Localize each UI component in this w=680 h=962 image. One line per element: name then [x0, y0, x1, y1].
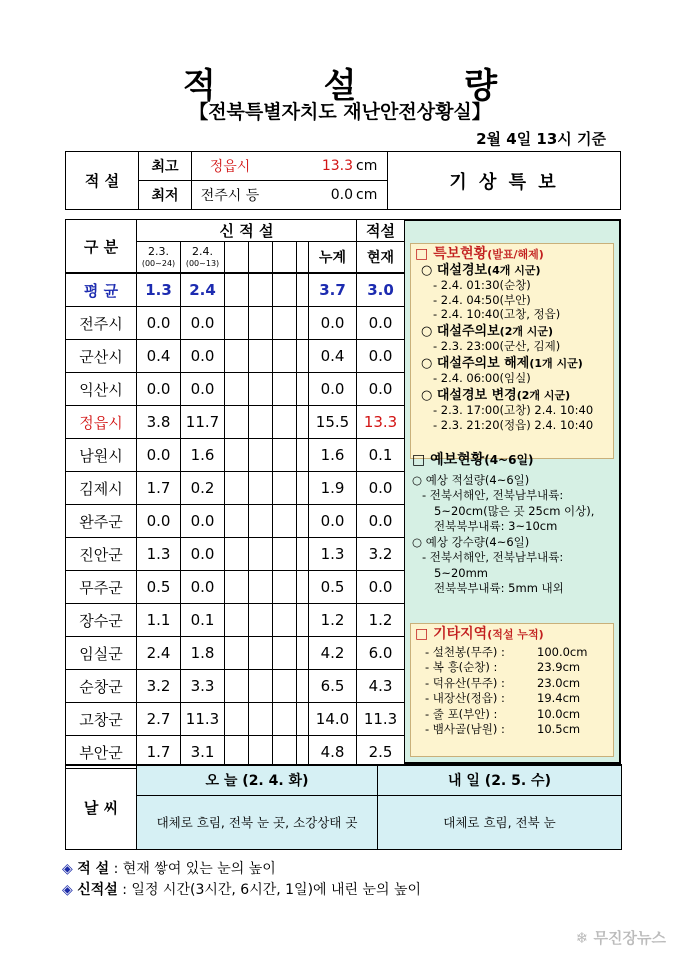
other-area-name: - 내장산(정읍) : — [425, 691, 505, 705]
empty-cell — [249, 505, 273, 538]
snow-total: 6.5 — [309, 670, 357, 703]
forecast-line: 5~20mm — [434, 565, 488, 580]
empty-cell — [297, 373, 309, 406]
region-name: 평 균 — [66, 273, 137, 307]
footnote-2 — [62, 879, 421, 899]
snow-current: 0.0 — [357, 472, 405, 505]
other-area-name: - 줄 포(부안) : — [425, 706, 498, 721]
snow-current: 0.0 — [357, 571, 405, 604]
header-current: 현재 — [357, 242, 405, 274]
region-name: 남원시 — [66, 439, 137, 472]
weather-tomorrow-label: 내 일 (2. 5. 수) — [378, 765, 622, 795]
snow-current: 4.3 — [357, 670, 405, 703]
snow-total: 1.2 — [309, 604, 357, 637]
snow-day2: 3.1 — [181, 736, 225, 769]
diamond-icon: ◈ — [62, 861, 73, 877]
header-gubun: 구 분 — [66, 220, 137, 274]
snow-day1: 1.7 — [137, 472, 181, 505]
empty-col — [273, 242, 297, 274]
table-row — [66, 439, 405, 472]
weather-today-text: 대체로 흐림, 전북 눈 곳, 소강상태 곳 — [137, 795, 378, 849]
list-item — [425, 691, 609, 707]
region-name: 고창군 — [66, 703, 137, 736]
snow-day2: 11.7 — [181, 406, 225, 439]
empty-cell — [297, 670, 309, 703]
empty-cell — [225, 373, 249, 406]
empty-cell — [273, 604, 297, 637]
snow-day1: 2.4 — [137, 637, 181, 670]
empty-cell — [273, 505, 297, 538]
empty-cell — [249, 439, 273, 472]
snow-current: 3.2 — [357, 538, 405, 571]
other-area-name: - 설천봉(무주) : — [425, 644, 505, 659]
table-row — [66, 472, 405, 505]
other-area-sub: (적설 누적) — [487, 628, 544, 641]
empty-cell — [297, 571, 309, 604]
footnote-1 — [62, 858, 276, 878]
list-item — [425, 645, 609, 661]
table-row — [66, 538, 405, 571]
snow-current: 3.0 — [357, 273, 405, 307]
table-row — [66, 571, 405, 604]
diamond-icon: ◈ — [62, 882, 73, 898]
forecast-line: 전북북부내륙: 5mm 내외 — [434, 581, 564, 595]
other-area-name: - 덕유산(무주) : — [425, 675, 505, 690]
snow-day1: 1.1 — [137, 604, 181, 637]
header-col1-date: 2.3. — [148, 244, 169, 258]
warning-item: - 2.3. 23:00(군산, 김제) — [433, 339, 561, 353]
forecast-section — [412, 453, 616, 597]
empty-cell — [297, 604, 309, 637]
warning-group-1: ○ 대설경보 — [421, 262, 488, 278]
empty-cell — [249, 307, 273, 340]
snow-day1: 0.0 — [137, 373, 181, 406]
snow-day2: 0.0 — [181, 505, 225, 538]
region-name: 부안군 — [66, 736, 137, 769]
snow-day1: 0.0 — [137, 505, 181, 538]
forecast-title: □ 예보현황 — [412, 452, 485, 468]
empty-cell — [249, 472, 273, 505]
info-panel — [404, 219, 621, 764]
empty-cell — [273, 472, 297, 505]
snow-day2: 11.3 — [181, 703, 225, 736]
snow-total: 0.0 — [309, 373, 357, 406]
snow-current: 0.0 — [357, 505, 405, 538]
summary-table — [65, 151, 621, 210]
empty-cell — [273, 538, 297, 571]
snow-day1: 2.7 — [137, 703, 181, 736]
min-place: 전주시 등 — [192, 181, 269, 210]
region-name: 전주시 — [66, 307, 137, 340]
region-name: 익산시 — [66, 373, 137, 406]
empty-cell — [225, 703, 249, 736]
snow-day1: 0.5 — [137, 571, 181, 604]
header-new-snow: 신 적 설 — [137, 220, 357, 242]
region-name: 진안군 — [66, 538, 137, 571]
empty-cell — [225, 406, 249, 439]
snow-total: 14.0 — [309, 703, 357, 736]
empty-cell — [273, 406, 297, 439]
empty-cell — [297, 340, 309, 373]
weather-table — [65, 764, 622, 850]
empty-cell — [273, 340, 297, 373]
snow-day2: 1.8 — [181, 637, 225, 670]
max-label: 최고 — [139, 152, 192, 181]
empty-cell — [273, 637, 297, 670]
warning-header: 기 상 특 보 — [388, 152, 621, 210]
forecast-line: - 전북서해안, 전북남부내륙: — [422, 488, 564, 502]
header-col1-range: (00~24) — [141, 258, 176, 268]
other-area-name: - 뱀사골(남원) : — [425, 722, 505, 736]
basis-time: 2월 4일 13시 기준 — [476, 130, 606, 148]
footnote-desc: : 현재 쌓여 있는 눈의 높이 — [113, 861, 276, 877]
empty-cell — [249, 538, 273, 571]
snow-day2: 0.2 — [181, 472, 225, 505]
header-col2 — [181, 242, 225, 274]
snow-day1: 1.3 — [137, 273, 181, 307]
footnote-desc: : 일정 시간(3시간, 6시간, 1일)에 내린 눈의 높이 — [122, 882, 422, 898]
empty-cell — [273, 307, 297, 340]
empty-cell — [297, 703, 309, 736]
snow-total: 15.5 — [309, 406, 357, 439]
footnote-term: 신적설 — [77, 882, 118, 898]
other-area-value: 10.0cm — [537, 706, 581, 721]
page-title: 적 설 량 — [182, 66, 546, 106]
watermark-text: 무진장뉴스 — [593, 929, 666, 947]
warning-item: - 2.4. 06:00(임실) — [433, 371, 531, 385]
empty-cell — [225, 273, 249, 307]
warning-group-3: ○ 대설주의보 해제 — [421, 355, 530, 371]
max-place: 정읍시 — [192, 152, 269, 181]
snow-day1: 0.0 — [137, 439, 181, 472]
snow-current: 1.2 — [357, 604, 405, 637]
other-area-value: 23.9cm — [537, 660, 581, 674]
warning-group-4-list — [415, 403, 609, 432]
table-row — [66, 670, 405, 703]
empty-cell — [273, 439, 297, 472]
empty-cell — [225, 637, 249, 670]
warning-item: - 2.4. 01:30(순창) — [433, 278, 531, 292]
warning-status-box — [410, 243, 614, 459]
snow-day2: 2.4 — [181, 273, 225, 307]
list-item — [425, 676, 609, 692]
other-area-title: □ 기타지역 — [415, 626, 488, 642]
table-row — [66, 307, 405, 340]
snow-current: 0.0 — [357, 373, 405, 406]
header-col1 — [137, 242, 181, 274]
footnote-term: 적 설 — [77, 861, 110, 877]
snow-day1: 0.4 — [137, 340, 181, 373]
warning-group-2-sub: (2개 시군) — [499, 324, 554, 338]
snow-day2: 0.0 — [181, 307, 225, 340]
header-col2-date: 2.4. — [192, 244, 213, 258]
empty-cell — [273, 670, 297, 703]
other-area-name: - 복 흥(순창) : — [425, 660, 498, 674]
snowflake-icon: ❄ — [575, 929, 589, 947]
table-row — [66, 273, 405, 307]
snow-day1: 1.3 — [137, 538, 181, 571]
list-item — [425, 722, 609, 738]
list-item — [425, 707, 609, 723]
forecast-line: - 전북서해안, 전북남부내륙: — [422, 550, 564, 564]
region-name: 무주군 — [66, 571, 137, 604]
other-area-value: 100.0cm — [537, 644, 588, 659]
warning-group-1-sub: (4개 시군) — [487, 263, 541, 277]
warning-status-title: □ 특보현황 — [415, 246, 488, 262]
warning-group-4: ○ 대설경보 변경 — [421, 387, 517, 403]
empty-cell — [249, 571, 273, 604]
warning-group-4-sub: (2개 시군) — [516, 388, 571, 402]
empty-cell — [273, 571, 297, 604]
empty-cell — [225, 538, 249, 571]
empty-cell — [249, 406, 273, 439]
snow-total: 4.2 — [309, 637, 357, 670]
other-area-value: 23.0cm — [537, 675, 581, 690]
snow-total: 0.4 — [309, 340, 357, 373]
snow-current: 13.3 — [357, 406, 405, 439]
empty-cell — [249, 703, 273, 736]
min-label: 최저 — [139, 181, 192, 210]
empty-cell — [249, 373, 273, 406]
warning-item: - 2.3. 17:00(고창) 2.4. 10:40 — [433, 403, 594, 417]
empty-cell — [249, 604, 273, 637]
empty-cell — [249, 273, 273, 307]
empty-col — [297, 242, 309, 274]
forecast-line: 5~20cm(많은 곳 25cm 이상), — [434, 503, 595, 518]
weather-tomorrow-text: 대체로 흐림, 전북 눈 — [378, 795, 622, 849]
empty-cell — [225, 571, 249, 604]
max-value: 13.3 — [268, 152, 355, 181]
snow-day2: 0.1 — [181, 604, 225, 637]
snow-total: 0.5 — [309, 571, 357, 604]
table-row — [66, 604, 405, 637]
table-row — [66, 505, 405, 538]
empty-cell — [249, 637, 273, 670]
snow-table — [65, 219, 405, 769]
region-name: 군산시 — [66, 340, 137, 373]
empty-cell — [297, 637, 309, 670]
max-unit: cm — [355, 152, 388, 181]
snow-current: 11.3 — [357, 703, 405, 736]
snow-current: 6.0 — [357, 637, 405, 670]
other-area-box — [410, 623, 614, 757]
snow-day1: 3.8 — [137, 406, 181, 439]
snow-total: 4.8 — [309, 736, 357, 769]
table-row — [66, 703, 405, 736]
region-name: 정읍시 — [66, 406, 137, 439]
empty-cell — [273, 273, 297, 307]
empty-cell — [273, 373, 297, 406]
empty-cell — [225, 307, 249, 340]
other-area-value: 19.4cm — [537, 691, 581, 705]
table-row — [66, 637, 405, 670]
snow-total: 0.0 — [309, 307, 357, 340]
empty-col — [225, 242, 249, 274]
other-area-list — [415, 645, 609, 738]
watermark — [576, 927, 666, 948]
snow-day2: 0.0 — [181, 373, 225, 406]
snow-day2: 0.0 — [181, 340, 225, 373]
snow-total: 0.0 — [309, 505, 357, 538]
empty-cell — [297, 439, 309, 472]
empty-cell — [225, 670, 249, 703]
region-name: 임실군 — [66, 637, 137, 670]
min-unit: cm — [355, 181, 388, 210]
empty-cell — [297, 472, 309, 505]
forecast-line: ○ 예상 적설량(4~6일) — [412, 472, 530, 487]
snow-total: 1.6 — [309, 439, 357, 472]
table-row — [66, 340, 405, 373]
forecast-line: ○ 예상 강수량(4~6일) — [412, 534, 530, 549]
empty-cell — [297, 273, 309, 307]
region-name: 완주군 — [66, 505, 137, 538]
page-subtitle: 【전북특별자치도 재난안전상황실】 — [189, 101, 491, 123]
empty-col — [249, 242, 273, 274]
warning-item: - 2.3. 21:20(정읍) 2.4. 10:40 — [433, 417, 594, 432]
empty-cell — [225, 340, 249, 373]
region-name: 장수군 — [66, 604, 137, 637]
forecast-title-sub: (4~6일) — [484, 453, 534, 467]
snow-day1: 1.7 — [137, 736, 181, 769]
warning-status-sub: (발표/해제) — [487, 248, 544, 261]
warning-group-3-sub: (1개 시군) — [529, 356, 583, 370]
warning-item: - 2.4. 10:40(고창, 정읍) — [433, 307, 561, 321]
empty-cell — [225, 604, 249, 637]
empty-cell — [225, 472, 249, 505]
empty-cell — [297, 505, 309, 538]
empty-cell — [297, 538, 309, 571]
snow-day2: 0.0 — [181, 571, 225, 604]
min-value: 0.0 — [268, 181, 355, 210]
snow-day2: 0.0 — [181, 538, 225, 571]
snow-day1: 0.0 — [137, 307, 181, 340]
snow-current: 2.5 — [357, 736, 405, 769]
empty-cell — [249, 340, 273, 373]
empty-cell — [297, 406, 309, 439]
snow-current: 0.0 — [357, 340, 405, 373]
snow-current: 0.1 — [357, 439, 405, 472]
snow-current: 0.0 — [357, 307, 405, 340]
snow-total: 1.9 — [309, 472, 357, 505]
region-name: 김제시 — [66, 472, 137, 505]
forecast-line: 전북북부내륙: 3~10cm — [434, 519, 558, 533]
empty-cell — [225, 505, 249, 538]
table-row — [66, 406, 405, 439]
warning-group-1-list — [415, 278, 609, 322]
empty-cell — [225, 439, 249, 472]
weather-today-label: 오 늘 (2. 4. 화) — [137, 765, 378, 795]
list-item — [425, 660, 609, 676]
summary-label: 적 설 — [66, 152, 139, 210]
snow-day2: 3.3 — [181, 670, 225, 703]
header-snow: 적설 — [357, 220, 405, 242]
empty-cell — [297, 307, 309, 340]
empty-cell — [249, 670, 273, 703]
other-area-value: 10.5cm — [537, 722, 581, 736]
header-col2-range: (00~13) — [185, 258, 220, 268]
weather-label: 날 씨 — [66, 765, 137, 849]
header-total: 누계 — [309, 242, 357, 274]
snow-day2: 1.6 — [181, 439, 225, 472]
snow-total: 1.3 — [309, 538, 357, 571]
table-row — [66, 373, 405, 406]
warning-item: - 2.4. 04:50(부안) — [433, 292, 531, 307]
region-name: 순창군 — [66, 670, 137, 703]
warning-group-2: ○ 대설주의보 — [421, 323, 500, 339]
snow-day1: 3.2 — [137, 670, 181, 703]
snow-total: 3.7 — [309, 273, 357, 307]
empty-cell — [273, 703, 297, 736]
